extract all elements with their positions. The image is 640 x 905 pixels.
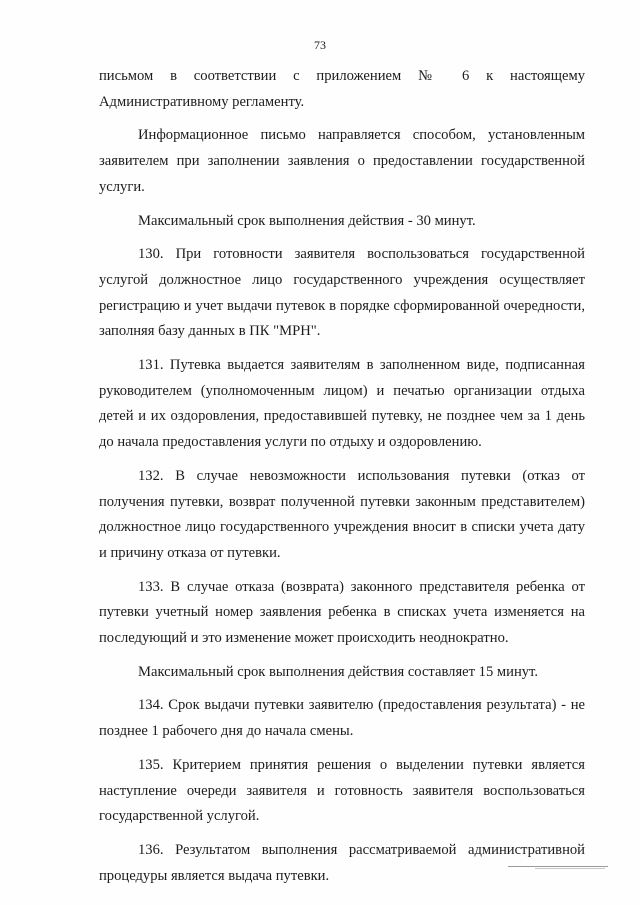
scan-edge-line bbox=[508, 866, 608, 867]
page-number: 73 bbox=[314, 38, 326, 52]
paragraph-134: 134. Срок выдачи путевки заявителю (предоставления результата) - не позднее 1 рабочего дня до начала смены. bbox=[99, 697, 585, 740]
paragraph-max-time-30: Максимальный срок выполнения действия - 30 минут. bbox=[138, 212, 476, 229]
paragraph-line: письмом в соответствии с приложением № 6 к настоящему bbox=[99, 68, 585, 84]
paragraph-132: 132. В случае невозможности использования путевки (отказ от получения путевки, возврат полученной путевки законным представителем) должностное лицо государственного учреждения вносит в списки учета дату и причину отказа от путевки. bbox=[99, 467, 585, 561]
paragraph-135: 135. Критерием принятия решения о выделении путевки является наступление очереди заявителя и готовность заявителя воспользоваться государственной услугой. bbox=[99, 756, 585, 825]
paragraph-info-letter: Информационное письмо направляется способом, установленным заявителем при заполнении заявления о предоставлении государственной услуги. bbox=[99, 127, 585, 195]
paragraph-133: 133. В случае отказа (возврата) законного представителя ребенка от путевки учетный номер заявления ребенка в списках учета изменяется на последующий и это изменение может происходить неоднократно. bbox=[99, 578, 585, 647]
paragraph-130: 130. При готовности заявителя воспользоваться государственной услугой должностное лицо государственного учреждения осуществляет регистрацию и учет выдачи путевок в порядке сформированной очередности, заполняя базу данных в ПК "МРН". bbox=[99, 246, 585, 340]
paragraph-136: 136. Результатом выполнения рассматриваемой административной процедуры является выдача путевки. bbox=[99, 841, 585, 884]
document-body bbox=[99, 64, 585, 897]
paragraph-continuation bbox=[99, 64, 585, 115]
paragraph-line: Административному регламенту. bbox=[99, 93, 305, 110]
paragraph-131: 131. Путевка выдается заявителям в заполненном виде, подписанная руководителем (уполномоченным лицом) и печатью организации отдыха детей и их оздоровления, предоставившей путевку, не позднее чем за 1 день до начала предоставления услуги по отдыху и оздоровлению. bbox=[99, 357, 585, 451]
scan-edge-line bbox=[535, 868, 605, 869]
paragraph-max-time-15: Максимальный срок выполнения действия составляет 15 минут. bbox=[138, 663, 538, 680]
